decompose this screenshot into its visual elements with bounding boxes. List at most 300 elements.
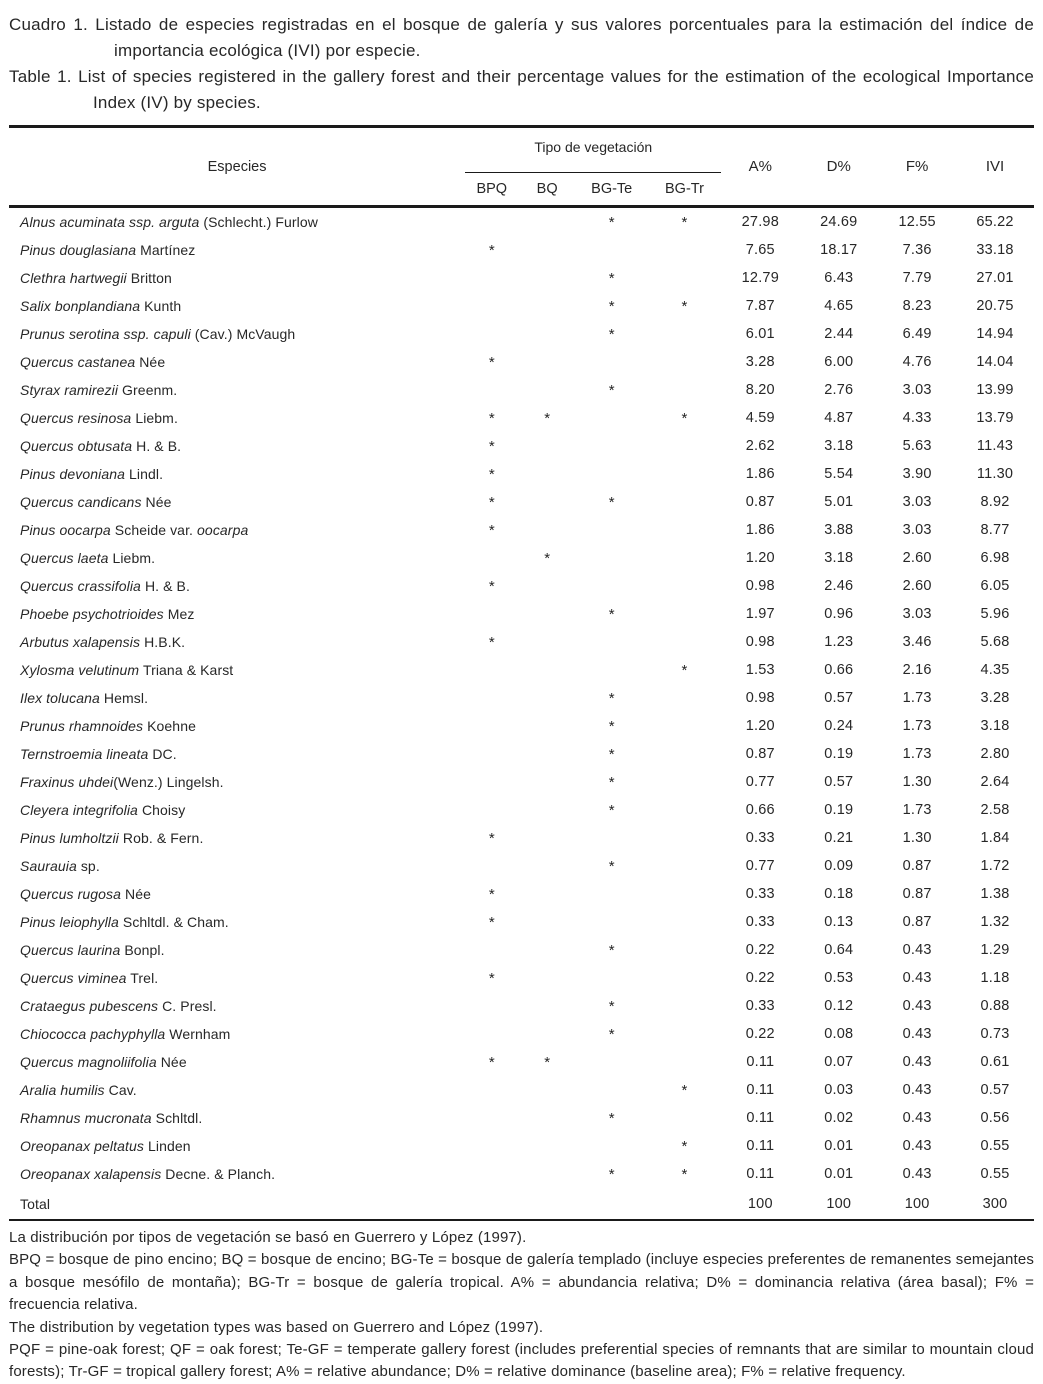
veg-empty-cell: [576, 1076, 648, 1104]
value-cell: 0.33: [745, 830, 775, 846]
value-cell: 4.76: [902, 354, 932, 370]
value-cell: 0.87: [745, 494, 775, 510]
table-row: [9, 1160, 1034, 1188]
veg-empty-cell: [518, 740, 575, 768]
value-cell: 3.46: [902, 634, 932, 650]
veg-empty-cell: [465, 852, 518, 880]
value-cell: 2.64: [980, 774, 1010, 790]
veg-empty-cell: [648, 964, 722, 992]
veg-empty-cell: [648, 1104, 722, 1132]
veg-marker-cell: *: [488, 241, 495, 259]
col-header-ivi: IVI: [956, 127, 1034, 207]
species-author: H. & B.: [140, 578, 190, 594]
species-cell: [9, 488, 465, 516]
species-scientific-name: Chiococca pachyphylla: [20, 1026, 166, 1042]
species-author: Martínez: [136, 242, 196, 258]
species-author: Trel.: [126, 970, 159, 986]
value-cell: 0.22: [745, 970, 775, 986]
value-cell: 12.55: [898, 214, 936, 230]
veg-empty-cell: [576, 348, 648, 376]
value-cell: 2.80: [980, 746, 1010, 762]
table-row: [9, 1020, 1034, 1048]
veg-empty-cell: [518, 936, 575, 964]
veg-marker-cell: *: [488, 577, 495, 595]
veg-empty-cell: [518, 1104, 575, 1132]
species-author: Choisy: [137, 802, 186, 818]
species-cell: [9, 207, 465, 237]
veg-marker-cell: *: [488, 633, 495, 651]
veg-empty-cell: [648, 1048, 722, 1076]
value-cell: 1.73: [902, 690, 932, 706]
species-author: sp.: [76, 858, 100, 874]
veg-marker-cell: *: [488, 521, 495, 539]
value-cell: 0.96: [824, 606, 854, 622]
value-cell: 0.66: [824, 662, 854, 678]
value-cell: 0.57: [824, 774, 854, 790]
total-value: 100: [721, 1188, 799, 1220]
value-cell: 0.87: [902, 886, 932, 902]
value-cell: 20.75: [976, 298, 1014, 314]
value-cell: 5.68: [980, 634, 1010, 650]
total-row: [9, 1188, 1034, 1220]
table-row: [9, 796, 1034, 824]
value-cell: 1.73: [902, 746, 932, 762]
species-cell: [9, 964, 465, 992]
veg-empty-cell: [465, 1188, 518, 1220]
species-scientific-name: Pinus lumholtzii: [20, 830, 119, 846]
veg-empty-cell: [648, 852, 722, 880]
species-table-body: [9, 207, 1034, 1221]
veg-empty-cell: [518, 264, 575, 292]
species-scientific-name: Fraxinus uhdei: [20, 774, 114, 790]
value-cell: 0.11: [746, 1138, 775, 1154]
col-header-tipo-vegetacion: Tipo de vegetación: [465, 127, 721, 173]
total-value: 100: [878, 1188, 956, 1220]
value-cell: 0.21: [824, 830, 854, 846]
veg-marker-cell: *: [608, 297, 615, 315]
veg-empty-cell: [648, 684, 722, 712]
table-row: [9, 348, 1034, 376]
veg-marker-cell: *: [488, 969, 495, 987]
value-cell: 6.00: [824, 354, 854, 370]
value-cell: 2.16: [902, 662, 932, 678]
species-cell: [9, 600, 465, 628]
veg-marker-cell: *: [488, 913, 495, 931]
veg-empty-cell: [465, 936, 518, 964]
value-cell: 8.92: [980, 494, 1010, 510]
veg-empty-cell: [576, 236, 648, 264]
species-scientific-name: Xylosma velutinum: [20, 662, 140, 678]
value-cell: 18.17: [820, 242, 858, 258]
veg-empty-cell: [465, 796, 518, 824]
veg-empty-cell: [518, 908, 575, 936]
value-cell: 4.35: [980, 662, 1010, 678]
value-cell: 7.87: [745, 298, 775, 314]
veg-empty-cell: [648, 236, 722, 264]
species-cell: [9, 1076, 465, 1104]
species-cell: [9, 824, 465, 852]
veg-empty-cell: [576, 880, 648, 908]
species-scientific-name: Oreopanax peltatus: [20, 1138, 144, 1154]
species-author: Née: [156, 1054, 187, 1070]
table-row: [9, 628, 1034, 656]
species-table: [9, 125, 1034, 1221]
veg-empty-cell: [576, 516, 648, 544]
value-cell: 24.69: [820, 214, 858, 230]
value-cell: 0.24: [824, 718, 854, 734]
species-author: Née: [141, 494, 172, 510]
value-cell: 1.86: [745, 466, 775, 482]
value-cell: 3.28: [745, 354, 775, 370]
species-scientific-name: Pinus leiophylla: [20, 914, 119, 930]
species-author: Cav.: [104, 1082, 137, 1098]
value-cell: 1.72: [980, 858, 1010, 874]
total-value: 100: [799, 1188, 878, 1220]
species-scientific-name: Prunus serotina ssp. capuli: [20, 326, 191, 342]
value-cell: 3.03: [902, 606, 932, 622]
species-cell: [9, 992, 465, 1020]
veg-empty-cell: [465, 1076, 518, 1104]
veg-marker-cell: *: [488, 1053, 495, 1071]
species-scientific-name: Quercus magnoliifolia: [20, 1054, 157, 1070]
species-scientific-name: Quercus crassifolia: [20, 578, 141, 594]
veg-empty-cell: [518, 376, 575, 404]
veg-empty-cell: [648, 628, 722, 656]
table-row: [9, 376, 1034, 404]
species-scientific-name: Quercus castanea: [20, 354, 136, 370]
veg-empty-cell: [518, 432, 575, 460]
table-row: [9, 1132, 1034, 1160]
veg-empty-cell: [576, 404, 648, 432]
veg-empty-cell: [518, 796, 575, 824]
value-cell: 0.43: [902, 1110, 932, 1126]
value-cell: 0.13: [824, 914, 854, 930]
species-scientific-name: Prunus rhamnoides: [20, 718, 144, 734]
value-cell: 0.43: [902, 1166, 932, 1182]
veg-empty-cell: [465, 1160, 518, 1188]
veg-empty-cell: [648, 712, 722, 740]
species-cell: [9, 656, 465, 684]
value-cell: 0.64: [824, 942, 854, 958]
veg-empty-cell: [465, 320, 518, 348]
value-cell: 0.33: [745, 998, 775, 1014]
value-cell: 3.03: [902, 494, 932, 510]
veg-empty-cell: [518, 1160, 575, 1188]
value-cell: 0.12: [824, 998, 854, 1014]
veg-empty-cell: [518, 320, 575, 348]
veg-empty-cell: [465, 376, 518, 404]
value-cell: 0.43: [902, 998, 932, 1014]
value-cell: 0.43: [902, 1138, 932, 1154]
table-row: [9, 852, 1034, 880]
value-cell: 2.46: [824, 578, 854, 594]
veg-empty-cell: [518, 628, 575, 656]
species-scientific-name: Pinus oocarpa: [20, 522, 111, 538]
species-scientific-name: Arbutus xalapensis: [20, 634, 141, 650]
value-cell: 0.01: [824, 1166, 854, 1182]
species-author: H. & B.: [132, 438, 182, 454]
veg-empty-cell: [576, 908, 648, 936]
value-cell: 0.87: [902, 858, 932, 874]
species-cell: [9, 1132, 465, 1160]
col-header-especies: Especies: [9, 127, 465, 207]
veg-empty-cell: [465, 1020, 518, 1048]
value-cell: 8.20: [745, 382, 775, 398]
table-row: [9, 964, 1034, 992]
table-row: [9, 1076, 1034, 1104]
species-cell: [9, 1020, 465, 1048]
table-row: [9, 684, 1034, 712]
species-cell: [9, 852, 465, 880]
value-cell: 1.29: [980, 942, 1010, 958]
value-cell: 1.73: [902, 718, 932, 734]
species-scientific-name: Quercus laeta: [20, 550, 109, 566]
table-row: [9, 936, 1034, 964]
value-cell: 3.03: [902, 522, 932, 538]
table-row: [9, 600, 1034, 628]
value-cell: 0.07: [824, 1054, 854, 1070]
table-header: [9, 127, 1034, 207]
value-cell: 0.22: [745, 942, 775, 958]
value-cell: 0.43: [902, 970, 932, 986]
veg-empty-cell: [465, 207, 518, 237]
species-author: Kunth: [140, 298, 182, 314]
value-cell: 1.86: [745, 522, 775, 538]
value-cell: 8.77: [980, 522, 1010, 538]
veg-marker-cell: *: [681, 661, 688, 679]
veg-empty-cell: [576, 964, 648, 992]
species-cell: [9, 712, 465, 740]
value-cell: 65.22: [976, 214, 1014, 230]
species-author: Triana & Karst: [139, 662, 234, 678]
value-cell: 6.98: [980, 550, 1010, 566]
veg-empty-cell: [648, 992, 722, 1020]
value-cell: 0.11: [746, 1110, 775, 1126]
value-cell: 0.18: [824, 886, 854, 902]
value-cell: 0.33: [745, 886, 775, 902]
total-label: Total: [9, 1188, 465, 1220]
value-cell: 14.94: [976, 326, 1014, 342]
veg-empty-cell: [518, 207, 575, 237]
value-cell: 11.30: [976, 466, 1014, 482]
veg-marker-cell: *: [488, 885, 495, 903]
veg-empty-cell: [648, 516, 722, 544]
table-row: [9, 1048, 1034, 1076]
col-header-bq: BQ: [518, 173, 575, 207]
value-cell: 0.01: [824, 1138, 854, 1154]
veg-marker-cell: *: [608, 1025, 615, 1043]
value-cell: 0.09: [824, 858, 854, 874]
value-cell: 2.60: [902, 550, 932, 566]
species-author: Scheide var.: [110, 522, 198, 538]
species-author: Linden: [144, 1138, 191, 1154]
species-cell: [9, 292, 465, 320]
veg-empty-cell: [518, 684, 575, 712]
value-cell: 3.28: [980, 690, 1010, 706]
veg-empty-cell: [648, 824, 722, 852]
value-cell: 7.36: [902, 242, 932, 258]
veg-empty-cell: [518, 292, 575, 320]
value-cell: 4.59: [745, 410, 775, 426]
veg-empty-cell: [648, 460, 722, 488]
table-row: [9, 516, 1034, 544]
veg-empty-cell: [465, 992, 518, 1020]
value-cell: 7.79: [902, 270, 932, 286]
species-author: Koehne: [143, 718, 196, 734]
species-scientific-name: Quercus viminea: [20, 970, 127, 986]
value-cell: 27.98: [741, 214, 779, 230]
species-author: Lindl.: [125, 466, 164, 482]
veg-marker-cell: *: [488, 829, 495, 847]
veg-empty-cell: [576, 432, 648, 460]
veg-empty-cell: [648, 320, 722, 348]
veg-marker-cell: *: [608, 857, 615, 875]
table-row: [9, 207, 1034, 237]
veg-empty-cell: [648, 600, 722, 628]
species-scientific-name: Oreopanax xalapensis: [20, 1166, 162, 1182]
veg-marker-cell: *: [681, 297, 688, 315]
value-cell: 33.18: [976, 242, 1014, 258]
veg-empty-cell: [576, 544, 648, 572]
species-cell: [9, 1048, 465, 1076]
veg-empty-cell: [518, 1020, 575, 1048]
veg-empty-cell: [648, 572, 722, 600]
veg-empty-cell: [648, 488, 722, 516]
veg-empty-cell: [518, 236, 575, 264]
veg-empty-cell: [648, 348, 722, 376]
footnote-en-abbreviations: PQF = pine-oak forest; QF = oak forest; Te-GF = temperate gallery forest (includes preferential species of remnants that are similar to mountain cloud forests); Tr-GF = tropical gallery forest; A% = relative abundance; D% = relative dominance (baseline area); F% = relative frequency.: [9, 1341, 1034, 1381]
veg-empty-cell: [465, 292, 518, 320]
value-cell: 2.76: [824, 382, 854, 398]
value-cell: 0.55: [980, 1138, 1010, 1154]
species-author: (Wenz.) Lingelsh.: [113, 774, 224, 790]
species-cell: [9, 376, 465, 404]
species-cell: [9, 320, 465, 348]
veg-empty-cell: [465, 768, 518, 796]
veg-marker-cell: *: [608, 325, 615, 343]
species-cell: [9, 236, 465, 264]
value-cell: 0.53: [824, 970, 854, 986]
species-author: Greenm.: [118, 382, 178, 398]
veg-empty-cell: [518, 348, 575, 376]
species-cell: [9, 908, 465, 936]
species-cell: [9, 432, 465, 460]
veg-marker-cell: *: [608, 941, 615, 959]
veg-empty-cell: [518, 460, 575, 488]
species-cell: [9, 572, 465, 600]
value-cell: 0.33: [745, 914, 775, 930]
value-cell: 0.08: [824, 1026, 854, 1042]
veg-empty-cell: [518, 600, 575, 628]
veg-marker-cell: *: [608, 717, 615, 735]
value-cell: 0.11: [746, 1054, 775, 1070]
value-cell: 2.60: [902, 578, 932, 594]
veg-marker-cell: *: [608, 213, 615, 231]
species-scientific-name: Ternstroemia lineata: [20, 746, 149, 762]
value-cell: 3.18: [824, 438, 854, 454]
value-cell: 6.49: [902, 326, 932, 342]
veg-empty-cell: [648, 376, 722, 404]
veg-marker-cell: *: [544, 1053, 551, 1071]
veg-marker-cell: *: [488, 409, 495, 427]
value-cell: 1.30: [902, 774, 932, 790]
species-cell: [9, 404, 465, 432]
veg-empty-cell: [648, 768, 722, 796]
species-author: Wernham: [165, 1026, 231, 1042]
value-cell: 1.53: [745, 662, 775, 678]
veg-marker-cell: *: [608, 269, 615, 287]
table-row: [9, 236, 1034, 264]
species-author: Rob. & Fern.: [118, 830, 204, 846]
value-cell: 0.19: [824, 746, 854, 762]
veg-empty-cell: [465, 544, 518, 572]
species-scientific-name: oocarpa: [197, 522, 249, 538]
species-scientific-name: Salix bonplandiana: [20, 298, 141, 314]
value-cell: 5.54: [824, 466, 854, 482]
species-scientific-name: Crataegus pubescens: [20, 998, 159, 1014]
value-cell: 0.61: [980, 1054, 1010, 1070]
species-scientific-name: Alnus acuminata ssp. arguta: [20, 214, 200, 230]
veg-empty-cell: [518, 572, 575, 600]
veg-empty-cell: [648, 796, 722, 824]
value-cell: 3.88: [824, 522, 854, 538]
species-cell: [9, 460, 465, 488]
table-row: [9, 740, 1034, 768]
veg-empty-cell: [576, 1048, 648, 1076]
species-scientific-name: Styrax ramirezii: [20, 382, 119, 398]
table-footnotes: [9, 1227, 1034, 1384]
species-cell: [9, 628, 465, 656]
value-cell: 0.43: [902, 1026, 932, 1042]
value-cell: 0.19: [824, 802, 854, 818]
species-author: (Schlecht.) Furlow: [199, 214, 318, 230]
species-scientific-name: Pinus devoniana: [20, 466, 126, 482]
veg-empty-cell: [465, 740, 518, 768]
value-cell: 0.98: [745, 634, 775, 650]
species-author: DC.: [148, 746, 177, 762]
col-header-bpq: BPQ: [465, 173, 518, 207]
veg-empty-cell: [576, 656, 648, 684]
value-cell: 5.63: [902, 438, 932, 454]
table-row: [9, 404, 1034, 432]
table-row: [9, 908, 1034, 936]
table-row: [9, 992, 1034, 1020]
value-cell: 0.77: [745, 774, 775, 790]
veg-marker-cell: *: [608, 493, 615, 511]
value-cell: 1.30: [902, 830, 932, 846]
table-row: [9, 460, 1034, 488]
species-author: Britton: [126, 270, 172, 286]
table-captions: [9, 12, 1034, 116]
value-cell: 0.66: [745, 802, 775, 818]
value-cell: 2.58: [980, 802, 1010, 818]
value-cell: 6.01: [745, 326, 775, 342]
species-cell: [9, 264, 465, 292]
value-cell: 1.97: [745, 606, 775, 622]
veg-empty-cell: [576, 572, 648, 600]
value-cell: 27.01: [976, 270, 1014, 286]
value-cell: 0.03: [824, 1082, 854, 1098]
veg-empty-cell: [518, 768, 575, 796]
value-cell: 11.43: [976, 438, 1014, 454]
table-row: [9, 768, 1034, 796]
value-cell: 0.57: [824, 690, 854, 706]
value-cell: 5.96: [980, 606, 1010, 622]
veg-empty-cell: [465, 684, 518, 712]
value-cell: 2.62: [745, 438, 775, 454]
veg-marker-cell: *: [681, 1165, 688, 1183]
value-cell: 1.23: [824, 634, 854, 650]
